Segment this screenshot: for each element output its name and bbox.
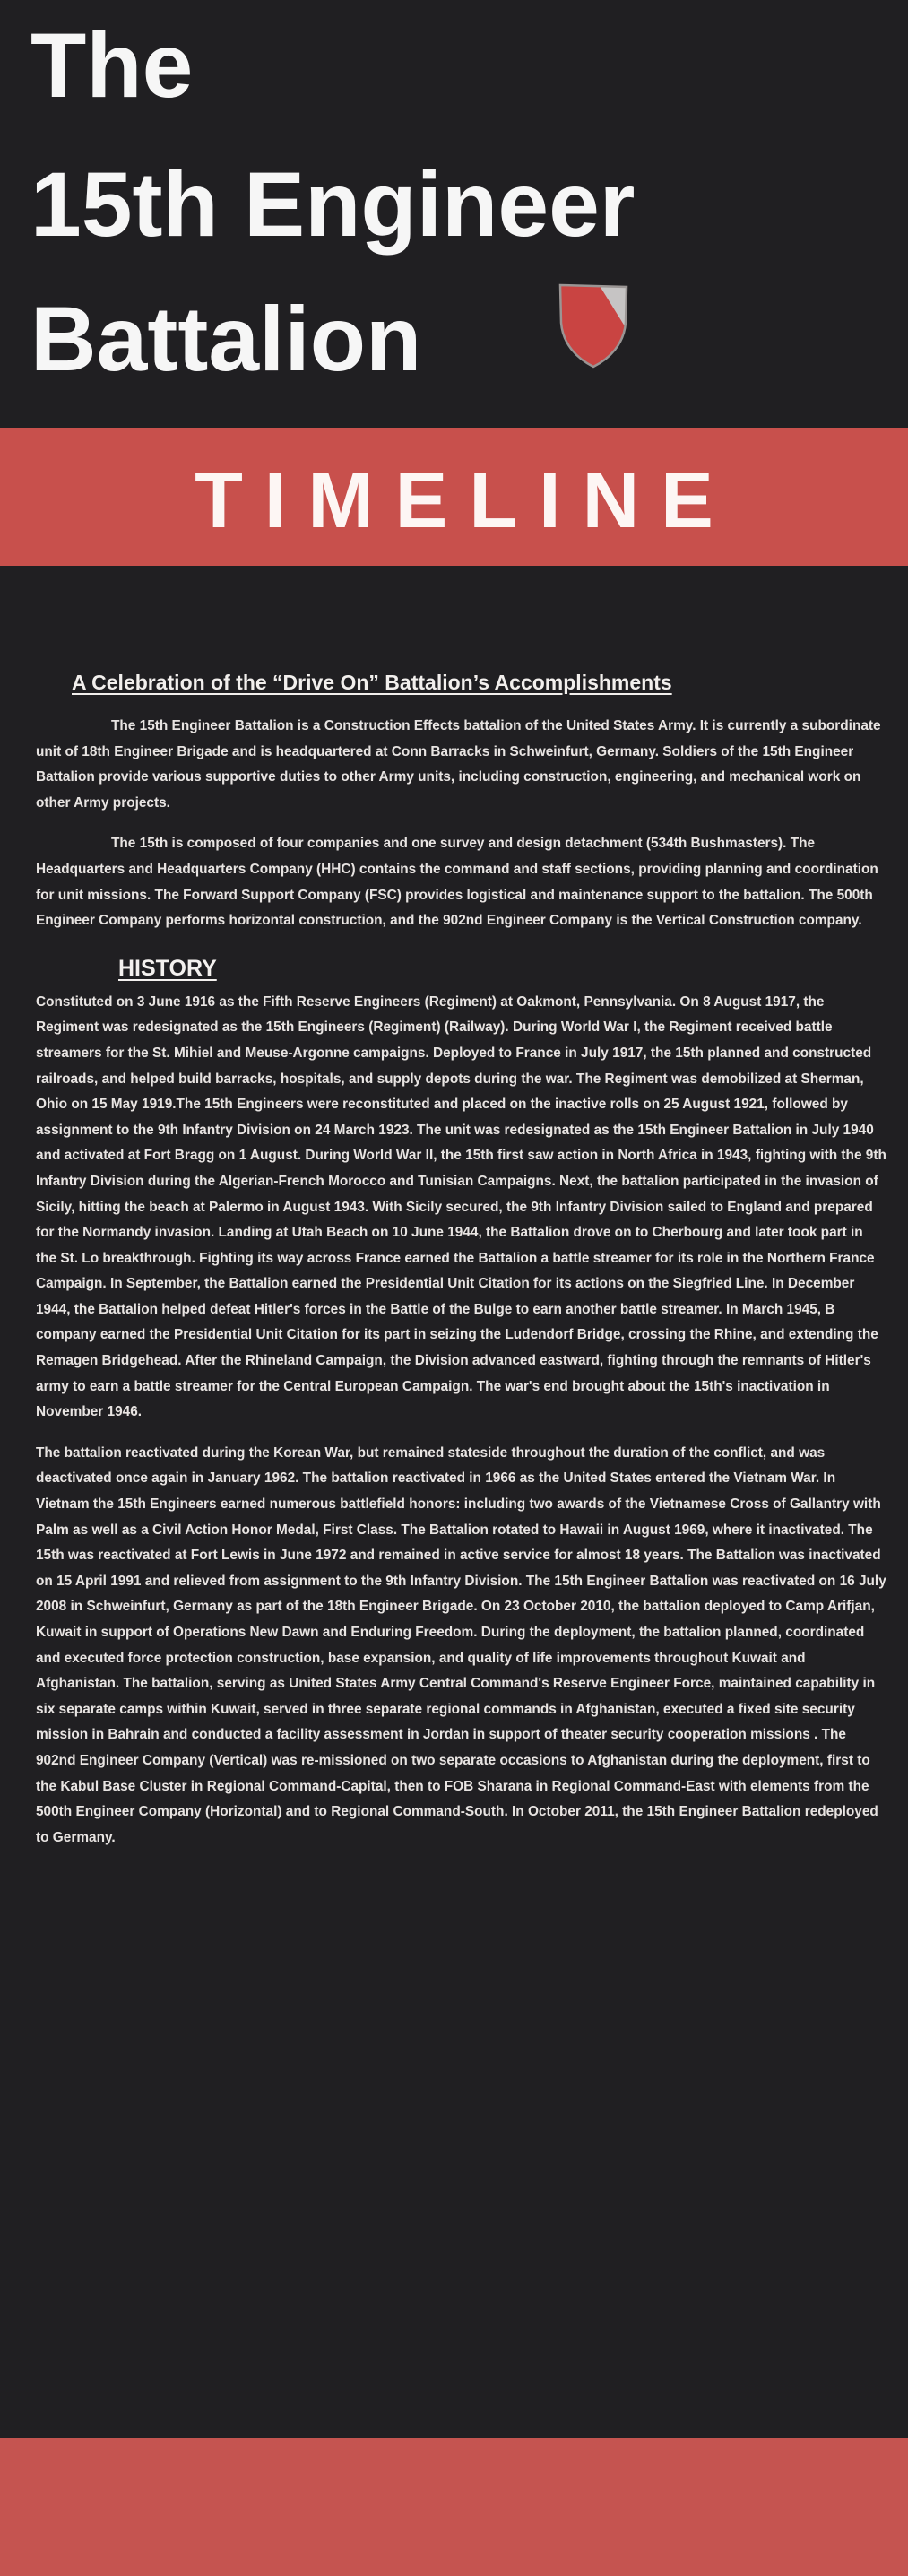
- history-heading: HISTORY: [118, 955, 217, 981]
- timeline-heading: TIMELINE: [195, 455, 735, 544]
- footer-banner: [0, 2438, 908, 2576]
- title-block: [0, 0, 908, 430]
- title-line-unit: 15th Engineer: [30, 153, 636, 256]
- intro-paragraph: The 15th is composed of four companies and one survey and design detachment (534th Bushmasters). The Headquarters and Headquarters Company (HHC) contains the command and staff sections, providing planning and coordination for unit missions. The Forward Support Company (FSC) provides logistical and maintenance support to the battalion. The 500th Engineer Company performs horizontal construction, and the 902nd Engineer Company is the Vertical Construction company.: [36, 836, 878, 929]
- timeline-banner: [0, 428, 908, 566]
- history-paragraph: The battalion reactivated during the Korean War, but remained stateside throughout the duration of the conflict, and was deactivated once again in January 1962. The battalion reactivated in 1966 as the United States entered the Vietnam War. In Vietnam the 15th Engineers earned numerous battlefield honors: including two awards of the Vietnamese Cross of Gallantry with Palm as well as a Civil Action Honor Medal, First Class. The Battalion rotated to Hawaii in August 1969, where it inactivated. The 15th was reactivated at Fort Lewis in June 1972 and remained in active service for almost 18 years. The Battalion was inactivated on 15 April 1991 and relieved from assignment to the 9th Infantry Division. The 15th Engineer Battalion was reactivated on 16 July 2008 in Schweinfurt, Germany as part of the 18th Engineer Brigade. On 23 October 2010, the battalion deployed to Camp Arifjan, Kuwait in support of Operations New Dawn and Enduring Freedom. During the deployment, the battalion planned, coordinated and executed force protection construction, base expansion, and quality of life improvements throughout Kuwait and Afghanistan. The battalion, serving as United States Army Central Command's Reserve Engineer Force, maintained capability in six separate camps within Kuwait, served in three separate regional commands in Afghanistan, executed a fixed site security mission in Bahrain and conducted a facility assessment in Jordan in support of theater security cooperation missions . The 902nd Engineer Company (Vertical) was re-missioned on two separate occasions to Afghanistan during the deployment, first to the Kabul Base Cluster in Regional Command-Capital, then to FOB Sharana in Regional Command-East with elements from the 500th Engineer Company (Horizontal) and to Regional Command-South. In October 2011, the 15th Engineer Battalion redeployed to Germany.: [36, 1444, 886, 1845]
- history-paragraph: Constituted on 3 June 1916 as the Fifth Reserve Engineers (Regiment) at Oakmont, Pennsylvania. On 8 August 1917, the Regiment was redesignated as the 15th Engineers (Regiment) (Railway). During World War I, the Regiment received battle streamers for the St. Mihiel and Meuse-Argonne campaigns. Deployed to France in July 1917, the 15th planned and constructed railroads, and helped build barracks, hospitals, and supply depots during the war. The Regiment was demobilized at Sherman, Ohio on 15 May 1919.The 15th Engineers were reconstituted and placed on the inactive rolls on 25 August 1921, followed by assignment to the 9th Infantry Division on 24 March 1923. The unit was redesignated as the 15th Engineer Battalion in July 1940 and activated at Fort Bragg on 1 August. During World War II, the 15th first saw action in North Africa in 1943, fighting with the 9th Infantry Division during the Algerian-French Morocco and Tunisian Campaigns. Next, the battalion participated in the invasion of Sicily, hitting the beach at Palermo in August 1943. With Sicily secured, the 9th Infantry Division sailed to England and prepared for the Normandy invasion. Landing at Utah Beach on 10 June 1944, the Battalion drove on to Cherbourg and later took part in the St. Lo breakthrough. Fighting its way across France earned the Battalion a battle streamer for its role in the Northern France Campaign. In September, the Battalion earned the Presidential Unit Citation for its actions on the Siegfried Line. In December 1944, the Battalion helped defeat Hitler's forces in the Battle of the Bulge to earn another battle streamer. In March 1945, B company earned the Presidential Unit Citation for its part in seizing the Ludendorf Bridge, crossing the Rhine, and extending the Remagen Bridgehead. After the Rhineland Campaign, the Division advanced eastward, fighting through the remnants of Hitler's army to earn a battle streamer for the Central European Campaign. The war's end brought about the 15th's inactivation in November 1946.: [36, 993, 886, 1420]
- intro-paragraph: The 15th Engineer Battalion is a Construction Effects battalion of the United States Army. It is currently a subordinate unit of 18th Engineer Brigade and is headquartered at Conn Barracks in Schweinfurt, Germany. Soldiers of the 15th Engineer Battalion provide various supportive duties to other Army units, including construction, engineering, and mechanical work on other Army projects.: [36, 718, 881, 811]
- title-line-the: The: [30, 14, 194, 117]
- unit-shield-icon: [558, 282, 629, 369]
- title-line-battalion: Battalion: [30, 288, 422, 390]
- page-subtitle: A Celebration of the “Drive On” Battalion’s Accomplishments: [72, 671, 672, 694]
- content-area: [36, 669, 887, 1851]
